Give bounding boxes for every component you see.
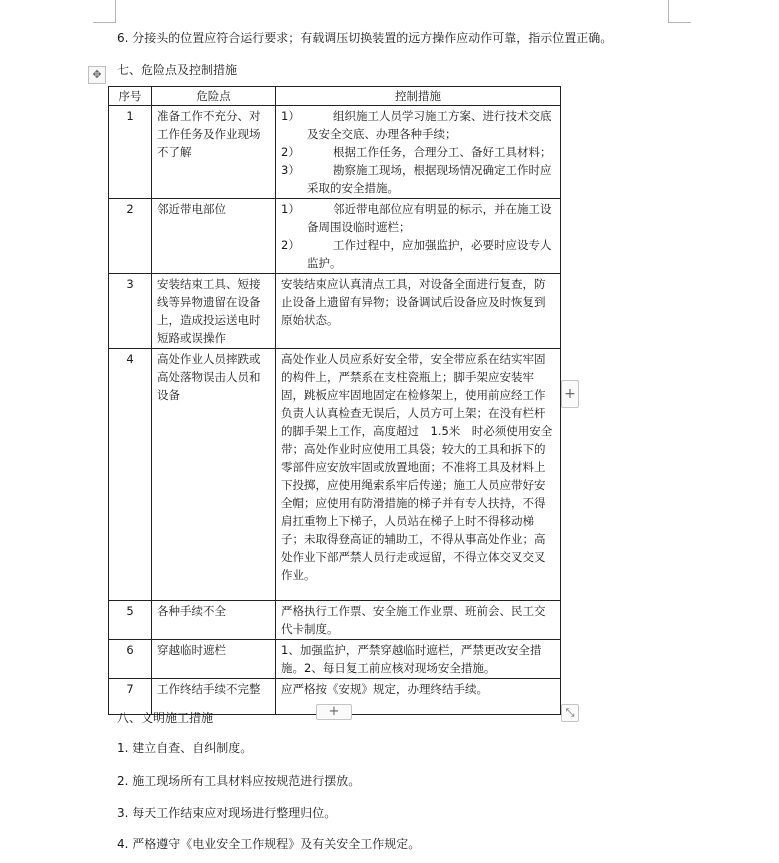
header-no: 序号 bbox=[109, 87, 152, 106]
row-hazard: 工作终结手续不完整 bbox=[152, 679, 276, 715]
row-measures: 严格执行工作票、安全施工作业票、班前会、民工交代卡制度。 bbox=[276, 601, 561, 640]
page-corner-mark-left bbox=[93, 0, 116, 23]
header-measures: 控制措施 bbox=[276, 87, 561, 106]
header-hazard: 危险点 bbox=[152, 87, 276, 106]
measure-item bbox=[281, 143, 555, 161]
table-row bbox=[109, 601, 561, 640]
table-resize-icon[interactable]: ⤡ bbox=[561, 704, 579, 722]
add-row-plus-icon[interactable]: + bbox=[316, 704, 352, 720]
row-hazard: 穿越临时遮栏 bbox=[152, 640, 276, 679]
measure-item bbox=[281, 161, 555, 197]
row-no: 4 bbox=[109, 349, 152, 601]
row-hazard: 各种手续不全 bbox=[152, 601, 276, 640]
list-item: 3. 每天工作结束应对现场进行整理归位。 bbox=[117, 806, 337, 820]
measure-number: 2） bbox=[281, 145, 300, 159]
row-measures bbox=[276, 199, 561, 274]
table-move-handle-icon[interactable]: ✥ bbox=[88, 66, 106, 84]
section8-title: 八、文明施工措施 bbox=[117, 711, 214, 725]
row-no: 2 bbox=[109, 199, 152, 274]
measure-number: 1） bbox=[281, 202, 300, 216]
measure-text: 勘察施工现场，根据现场情况确定工作时应采取的安全措施。 bbox=[307, 163, 552, 195]
row-hazard: 准备工作不充分、对工作任务及作业现场不了解 bbox=[152, 106, 276, 199]
table-row bbox=[109, 640, 561, 679]
row-hazard: 邻近带电部位 bbox=[152, 199, 276, 274]
row-measures: 应严格按《安规》规定，办理终结手续。 bbox=[276, 679, 561, 715]
measure-text: 根据工作任务，合理分工、备好工具材料； bbox=[333, 145, 552, 159]
table-row bbox=[109, 106, 561, 199]
table-header-row bbox=[109, 87, 561, 106]
measure-text: 工作过程中，应加强监护，必要时应设专人监护。 bbox=[307, 238, 552, 270]
row-no: 6 bbox=[109, 640, 152, 679]
table-row bbox=[109, 349, 561, 601]
table-row bbox=[109, 199, 561, 274]
list-item: 4. 严格遵守《电业安全工作规程》及有关安全工作规定。 bbox=[117, 837, 421, 851]
row-measures bbox=[276, 106, 561, 199]
list-item: 2. 施工现场所有工具材料应按规范进行摆放。 bbox=[117, 774, 361, 788]
measure-text: 邻近带电部位应有明显的标示，并在施工设备周围设临时遮栏； bbox=[307, 202, 552, 234]
measure-number: 3） bbox=[281, 163, 300, 177]
row-no: 3 bbox=[109, 274, 152, 349]
row-hazard: 高处作业人员摔跌或高处落物误击人员和设备 bbox=[152, 349, 276, 601]
measure-number: 1） bbox=[281, 109, 300, 123]
row-measures: 安装结束应认真清点工具，对设备全面进行复查，防止设备上遗留有异物；设备调试后设备应及时恢复到原始状态。 bbox=[276, 274, 561, 349]
row-no: 7 bbox=[109, 679, 152, 715]
row-measures: 高处作业人员应系好安全带，安全带应系在结实牢固的构件上，严禁系在支柱瓷瓶上；脚手架应安装牢固，跳板应牢固地固定在检修架上，使用前应经工作负责人认真检查无误后，人员方可上架；在没有栏杆的脚手架上工作，高度超过 1.5米 时必须使用安全带；高处作业时应使用工具袋；较大的工具和拆下的零部件应安放牢固或放置地面；不准将工具及材料上下投掷，应使用绳索系牢后传递；施工人员应带好安全帽；应使用有防滑措施的梯子并有专人扶持，不得肩扛重物上下梯子，人员站在梯子上时不得移动梯子；未取得登高证的辅助工，不得从事高处作业；高处作业下部严禁人员行走或逗留，不得立体交叉交叉作业。 bbox=[276, 349, 561, 601]
row-no: 1 bbox=[109, 106, 152, 199]
measure-number: 2） bbox=[281, 238, 300, 252]
table-row bbox=[109, 274, 561, 349]
list-item: 1. 建立自查、自纠制度。 bbox=[117, 741, 253, 755]
measure-text: 组织施工人员学习施工方案、进行技术交底及安全交底、办理各种手续； bbox=[307, 109, 552, 141]
top-list-item: 6. 分接头的位置应符合运行要求；有载调压切换装置的远方操作应动作可靠，指示位置正确。 bbox=[117, 31, 613, 45]
row-no: 5 bbox=[109, 601, 152, 640]
measure-item bbox=[281, 107, 555, 143]
add-column-plus-icon[interactable]: + bbox=[561, 380, 579, 408]
row-measures: 1、加强监护，严禁穿越临时遮栏，严禁更改安全措施。2、每日复工前应核对现场安全措施。 bbox=[276, 640, 561, 679]
hazard-control-table bbox=[108, 86, 561, 715]
measure-item bbox=[281, 200, 555, 236]
page-corner-mark-right bbox=[668, 0, 691, 23]
measure-item bbox=[281, 236, 555, 272]
row-hazard: 安装结束工具、短接线等异物遗留在设备上，造成投运送电时短路或误操作 bbox=[152, 274, 276, 349]
section7-title: 七、危险点及控制措施 bbox=[117, 63, 238, 77]
